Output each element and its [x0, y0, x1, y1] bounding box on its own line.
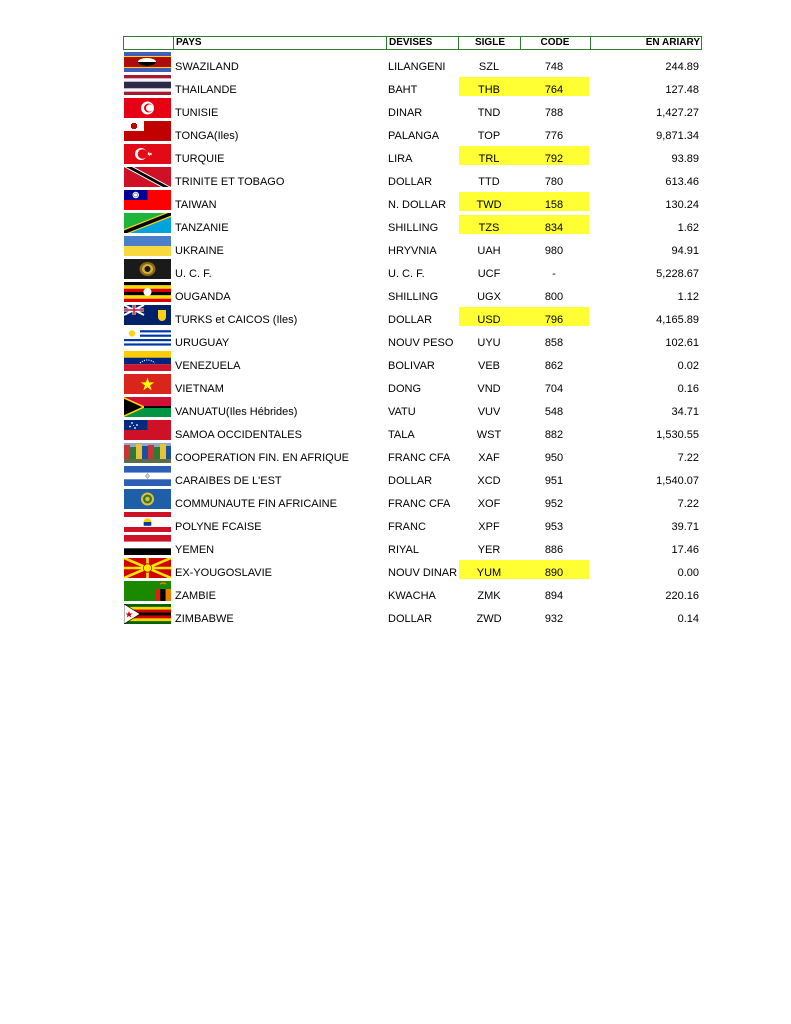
- country-cell: U. C. F.: [175, 268, 212, 280]
- zambia-flag: [124, 581, 171, 601]
- table-row: [123, 418, 702, 441]
- sigle-cell: YER: [477, 544, 501, 556]
- country-cell: CARAIBES DE L'EST: [175, 475, 282, 487]
- sigle-cell: UYU: [477, 337, 501, 349]
- country-cell: OUGANDA: [175, 291, 231, 303]
- currency-cell: DOLLAR: [388, 176, 433, 188]
- country-cell: TONGA(Iles): [175, 130, 239, 142]
- east-caribbean-flag: [124, 466, 171, 486]
- table-row: [123, 326, 702, 349]
- sigle-cell: VND: [477, 383, 501, 395]
- currency-cell: BOLIVAR: [388, 360, 435, 372]
- sigle-cell: THB: [478, 84, 500, 96]
- code-cell: 980: [544, 245, 564, 257]
- header-sigle: SIGLE: [474, 37, 505, 48]
- currency-cell: FRANC CFA: [388, 452, 451, 464]
- table-row: [123, 234, 702, 257]
- currency-cell: DOLLAR: [388, 314, 433, 326]
- code-cell: 953: [544, 521, 564, 533]
- header-divider: [386, 37, 387, 49]
- taiwan-flag: [124, 190, 171, 210]
- currency-cell: KWACHA: [388, 590, 436, 602]
- ariary-cell: 4,165.89: [656, 314, 699, 326]
- country-cell: VANUATU(Iles Hébrides): [175, 406, 298, 418]
- country-cell: YEMEN: [175, 544, 215, 556]
- code-cell: 792: [544, 153, 564, 165]
- header-pays: PAYS: [176, 37, 202, 48]
- code-cell: 158: [544, 199, 564, 211]
- table-row: [123, 602, 702, 625]
- country-cell: TRINITE ET TOBAGO: [175, 176, 285, 188]
- header-divider: [458, 37, 459, 49]
- sigle-cell: TND: [477, 107, 501, 119]
- country-cell: SWAZILAND: [175, 61, 239, 73]
- header-divider: [520, 37, 521, 49]
- code-cell: 796: [544, 314, 564, 326]
- code-cell: 548: [544, 406, 564, 418]
- currency-cell: LIRA: [388, 153, 413, 165]
- ariary-cell: 1,427.27: [656, 107, 699, 119]
- currency-cell: NOUV PESO: [388, 337, 454, 349]
- table-row: [123, 303, 702, 326]
- country-cell: VIETNAM: [175, 383, 224, 395]
- country-cell: TANZANIE: [175, 222, 229, 234]
- table-row: [123, 50, 702, 73]
- code-cell: 704: [544, 383, 564, 395]
- sigle-cell: TTD: [478, 176, 500, 188]
- country-cell: ZIMBABWE: [175, 613, 234, 625]
- table-row: [123, 165, 702, 188]
- sigle-cell: TOP: [477, 130, 501, 142]
- header-divider: [173, 37, 174, 49]
- header-divider: [590, 37, 591, 49]
- ariary-cell: 102.61: [665, 337, 699, 349]
- table-row: [123, 579, 702, 602]
- currency-cell: U. C. F.: [388, 268, 425, 280]
- code-cell: 894: [544, 590, 564, 602]
- french-polynesia-flag: [124, 512, 171, 532]
- sigle-cell: UCF: [477, 268, 501, 280]
- country-cell: VENEZUELA: [175, 360, 241, 372]
- ariary-cell: 0.02: [677, 360, 699, 372]
- country-cell: EX-YOUGOSLAVIE: [175, 567, 272, 579]
- table-row: [123, 142, 702, 165]
- sigle-cell: WST: [476, 429, 502, 441]
- table-row: [123, 372, 702, 395]
- currency-cell: FRANC CFA: [388, 498, 451, 510]
- currency-table: [123, 36, 702, 625]
- header-devises: DEVISES: [389, 37, 433, 48]
- currency-cell: DOLLAR: [388, 475, 433, 487]
- currency-cell: SHILLING: [388, 291, 439, 303]
- currency-cell: RIYAL: [388, 544, 419, 556]
- sigle-cell: USD: [477, 314, 501, 326]
- sigle-cell: TWD: [476, 199, 502, 211]
- table-row: [123, 556, 702, 579]
- sigle-cell: XCD: [477, 475, 501, 487]
- sigle-cell: SZL: [478, 61, 500, 73]
- thailand-flag: [124, 75, 171, 95]
- table-row: [123, 510, 702, 533]
- currency-cell: TALA: [388, 429, 415, 441]
- sigle-cell: VEB: [477, 360, 500, 372]
- table-row: [123, 464, 702, 487]
- ariary-cell: 5,228.67: [656, 268, 699, 280]
- tanzania-flag: [124, 213, 171, 233]
- table-row: [123, 280, 702, 303]
- code-cell: 951: [544, 475, 564, 487]
- ariary-cell: 244.89: [665, 61, 699, 73]
- ariary-cell: 0.16: [677, 383, 699, 395]
- table-body: [123, 50, 702, 625]
- code-cell: 862: [544, 360, 564, 372]
- ariary-cell: 127.48: [665, 84, 699, 96]
- uruguay-flag: [124, 328, 171, 348]
- country-cell: COOPERATION FIN. EN AFRIQUE: [175, 452, 349, 464]
- country-cell: TURQUIE: [175, 153, 225, 165]
- ariary-cell: 94.91: [671, 245, 699, 257]
- code-cell: 952: [544, 498, 564, 510]
- ariary-cell: 7.22: [677, 498, 699, 510]
- table-row: [123, 188, 702, 211]
- ariary-cell: 39.71: [671, 521, 699, 533]
- ariary-cell: 9,871.34: [656, 130, 699, 142]
- country-cell: ZAMBIE: [175, 590, 216, 602]
- ukraine-flag: [124, 236, 171, 256]
- ariary-cell: 220.16: [665, 590, 699, 602]
- samoa-flag: [124, 420, 171, 440]
- ariary-cell: 0.00: [677, 567, 699, 579]
- ariary-cell: 1,530.55: [656, 429, 699, 441]
- ariary-cell: 613.46: [665, 176, 699, 188]
- header-code: CODE: [540, 37, 570, 48]
- code-cell: 834: [544, 222, 564, 234]
- ariary-cell: 1.12: [677, 291, 699, 303]
- ariary-cell: 7.22: [677, 452, 699, 464]
- ariary-cell: 17.46: [671, 544, 699, 556]
- currency-cell: NOUV DINAR: [388, 567, 458, 579]
- sigle-cell: VUV: [477, 406, 501, 418]
- sigle-cell: UGX: [477, 291, 501, 303]
- cemac-flag: [124, 443, 171, 463]
- venezuela-flag: [124, 351, 171, 371]
- sigle-cell: TZS: [478, 222, 500, 234]
- country-cell: UKRAINE: [175, 245, 224, 257]
- vietnam-flag: [124, 374, 171, 394]
- ariary-cell: 1,540.07: [656, 475, 699, 487]
- currency-cell: DOLLAR: [388, 613, 433, 625]
- country-cell: POLYNE FCAISE: [175, 521, 262, 533]
- ariary-cell: 93.89: [671, 153, 699, 165]
- currency-cell: DONG: [388, 383, 421, 395]
- swaziland-flag: [124, 52, 171, 72]
- code-cell: 886: [544, 544, 564, 556]
- code-cell: 882: [544, 429, 564, 441]
- country-cell: THAILANDE: [175, 84, 237, 96]
- tunisia-flag: [124, 98, 171, 118]
- turks-caicos-flag: [124, 305, 171, 325]
- code-cell: 764: [544, 84, 564, 96]
- table-row: [123, 533, 702, 556]
- country-cell: SAMOA OCCIDENTALES: [175, 429, 302, 441]
- currency-cell: N. DOLLAR: [388, 199, 447, 211]
- currency-cell: LILANGENI: [388, 61, 446, 73]
- country-cell: TAIWAN: [175, 199, 217, 211]
- code-cell: 932: [544, 613, 564, 625]
- country-cell: TUNISIE: [175, 107, 219, 119]
- yemen-flag: [124, 535, 171, 555]
- code-cell: 776: [544, 130, 564, 142]
- sigle-cell: XOF: [477, 498, 501, 510]
- table-row: [123, 349, 702, 372]
- trinidad-flag: [124, 167, 171, 187]
- currency-cell: DINAR: [388, 107, 423, 119]
- sigle-cell: XAF: [478, 452, 500, 464]
- sigle-cell: UAH: [477, 245, 501, 257]
- tonga-flag: [124, 121, 171, 141]
- code-cell: 788: [544, 107, 564, 119]
- code-cell: 800: [544, 291, 564, 303]
- code-cell: 858: [544, 337, 564, 349]
- table-row: [123, 257, 702, 280]
- sigle-cell: YUM: [476, 567, 502, 579]
- table-row: [123, 96, 702, 119]
- currency-cell: BAHT: [388, 84, 418, 96]
- uganda-flag: [124, 282, 171, 302]
- currency-cell: VATU: [388, 406, 416, 418]
- currency-cell: PALANGA: [388, 130, 440, 142]
- table-row: [123, 487, 702, 510]
- table-header: [123, 36, 702, 50]
- ariary-cell: 0.14: [677, 613, 699, 625]
- zimbabwe-flag: [124, 604, 171, 624]
- country-cell: COMMUNAUTE FIN AFRICAINE: [175, 498, 337, 510]
- sigle-cell: TRL: [478, 153, 500, 165]
- currency-cell: FRANC: [388, 521, 426, 533]
- table-row: [123, 395, 702, 418]
- table-row: [123, 73, 702, 96]
- vanuatu-flag: [124, 397, 171, 417]
- code-cell: 950: [544, 452, 564, 464]
- country-cell: TURKS et CAICOS (Iles): [175, 314, 298, 326]
- currency-cell: SHILLING: [388, 222, 439, 234]
- macedonia-flag: [124, 558, 171, 578]
- code-cell: -: [552, 268, 556, 280]
- ucf-flag: [124, 259, 171, 279]
- table-row: [123, 211, 702, 234]
- code-cell: 748: [544, 61, 564, 73]
- uemoa-flag: [124, 489, 171, 509]
- sigle-cell: XPF: [478, 521, 500, 533]
- sigle-cell: ZWD: [476, 613, 502, 625]
- table-row: [123, 441, 702, 464]
- ariary-cell: 34.71: [671, 406, 699, 418]
- ariary-cell: 1.62: [677, 222, 699, 234]
- ariary-cell: 130.24: [665, 199, 699, 211]
- sigle-cell: ZMK: [477, 590, 501, 602]
- currency-cell: HRYVNIA: [388, 245, 437, 257]
- turkey-flag: [124, 144, 171, 164]
- table-row: [123, 119, 702, 142]
- country-cell: URUGUAY: [175, 337, 230, 349]
- code-cell: 890: [544, 567, 564, 579]
- code-cell: 780: [544, 176, 564, 188]
- header-ariary: EN ARIARY: [645, 37, 700, 48]
